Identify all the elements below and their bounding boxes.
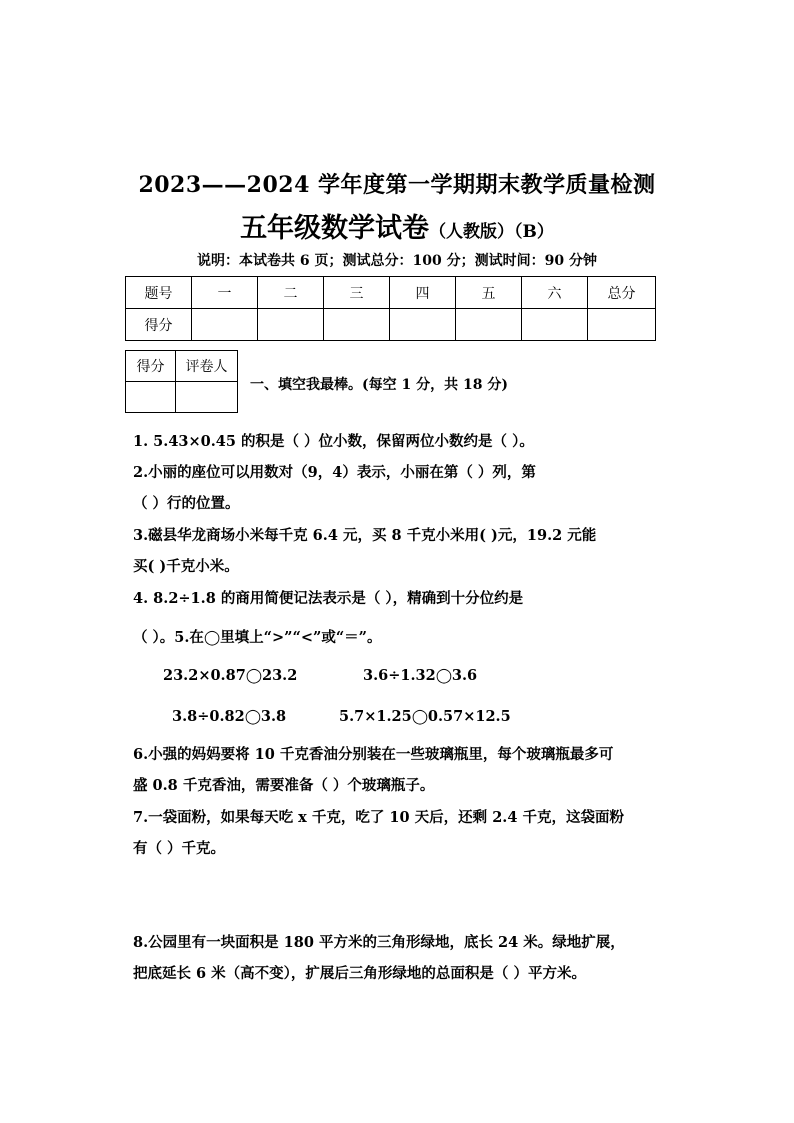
score-header-cell: 总分 bbox=[588, 277, 656, 309]
question-3-line1: 3.磁县华龙商场小米每千克 6.4 元，买 8 千克小米用( )元，19.2 元能 bbox=[133, 527, 597, 544]
score-header-cell: 三 bbox=[324, 277, 390, 309]
question-5-expr-2: 3.6÷1.32◯3.6 bbox=[363, 667, 478, 684]
score-table bbox=[125, 276, 656, 341]
grader-score-cell[interactable] bbox=[126, 382, 176, 413]
question-5-expr-4: 5.7×1.25◯0.57×12.5 bbox=[339, 708, 511, 725]
question-5-expr-1: 23.2×0.87◯23.2 bbox=[163, 667, 298, 684]
exam-title-line1: 2023——2024 学年度第一学期期末教学质量检测 bbox=[138, 172, 656, 198]
exam-title-text: 五年级数学试卷 bbox=[240, 213, 430, 244]
grader-name-cell[interactable] bbox=[176, 382, 238, 413]
score-cell[interactable] bbox=[324, 309, 390, 341]
question-3-line2: 买( )千克小米。 bbox=[133, 558, 239, 575]
score-header-cell: 六 bbox=[522, 277, 588, 309]
question-2-line1: 2.小丽的座位可以用数对（9，4）表示，小丽在第（ ）列，第 bbox=[133, 464, 536, 481]
score-cell[interactable] bbox=[588, 309, 656, 341]
grader-score-label: 得分 bbox=[126, 351, 176, 382]
question-7-line2: 有（ ）千克。 bbox=[133, 840, 226, 857]
score-header-cell: 二 bbox=[258, 277, 324, 309]
score-header-cell: 一 bbox=[192, 277, 258, 309]
score-header-cell: 题号 bbox=[126, 277, 192, 309]
question-8-line2: 把底延长 6 米（高不变），扩展后三角形绿地的总面积是（ ）平方米。 bbox=[133, 965, 586, 982]
question-8-line1: 8.公园里有一块面积是 180 平方米的三角形绿地，底长 24 米。绿地扩展， bbox=[133, 934, 625, 951]
score-cell[interactable] bbox=[456, 309, 522, 341]
score-table-score-row bbox=[126, 309, 656, 341]
question-5-expr-3: 3.8÷0.82◯3.8 bbox=[172, 708, 287, 725]
question-4-line2: （ ）。5.在◯里填上“>”“<”或“＝”。 bbox=[133, 629, 382, 646]
score-cell[interactable] bbox=[192, 309, 258, 341]
score-cell[interactable] bbox=[258, 309, 324, 341]
score-cell[interactable] bbox=[390, 309, 456, 341]
grader-box bbox=[125, 350, 238, 413]
exam-title-main bbox=[0, 206, 794, 245]
score-label-cell: 得分 bbox=[126, 309, 192, 341]
question-4-line1: 4. 8.2÷1.8 的商用简便记法表示是（ ），精确到十分位约是 bbox=[133, 590, 524, 607]
score-header-cell: 四 bbox=[390, 277, 456, 309]
score-header-cell: 五 bbox=[456, 277, 522, 309]
question-7-line1: 7.一袋面粉，如果每天吃 x 千克，吃了 10 天后，还剩 2.4 千克，这袋面粉 bbox=[133, 809, 624, 826]
score-cell[interactable] bbox=[522, 309, 588, 341]
question-6-line1: 6.小强的妈妈要将 10 千克香油分别装在一些玻璃瓶里，每个玻璃瓶最多可 bbox=[133, 746, 614, 763]
exam-title-edition: （人教版）（B） bbox=[429, 222, 554, 242]
score-table-header-row bbox=[126, 277, 656, 309]
grader-name-label: 评卷人 bbox=[176, 351, 238, 382]
question-2-line2: （ ）行的位置。 bbox=[133, 495, 240, 512]
section-1-title: 一、填空我最棒。(每空 1 分，共 18 分) bbox=[250, 377, 508, 393]
question-1: 1. 5.43×0.45 的积是（ ）位小数，保留两位小数约是（ ）。 bbox=[133, 433, 534, 450]
exam-instructions: 说明：本试卷共 6 页；测试总分：100 分；测试时间：90 分钟 bbox=[197, 253, 597, 269]
question-6-line2: 盛 0.8 千克香油，需要准备（ ）个玻璃瓶子。 bbox=[133, 777, 435, 794]
